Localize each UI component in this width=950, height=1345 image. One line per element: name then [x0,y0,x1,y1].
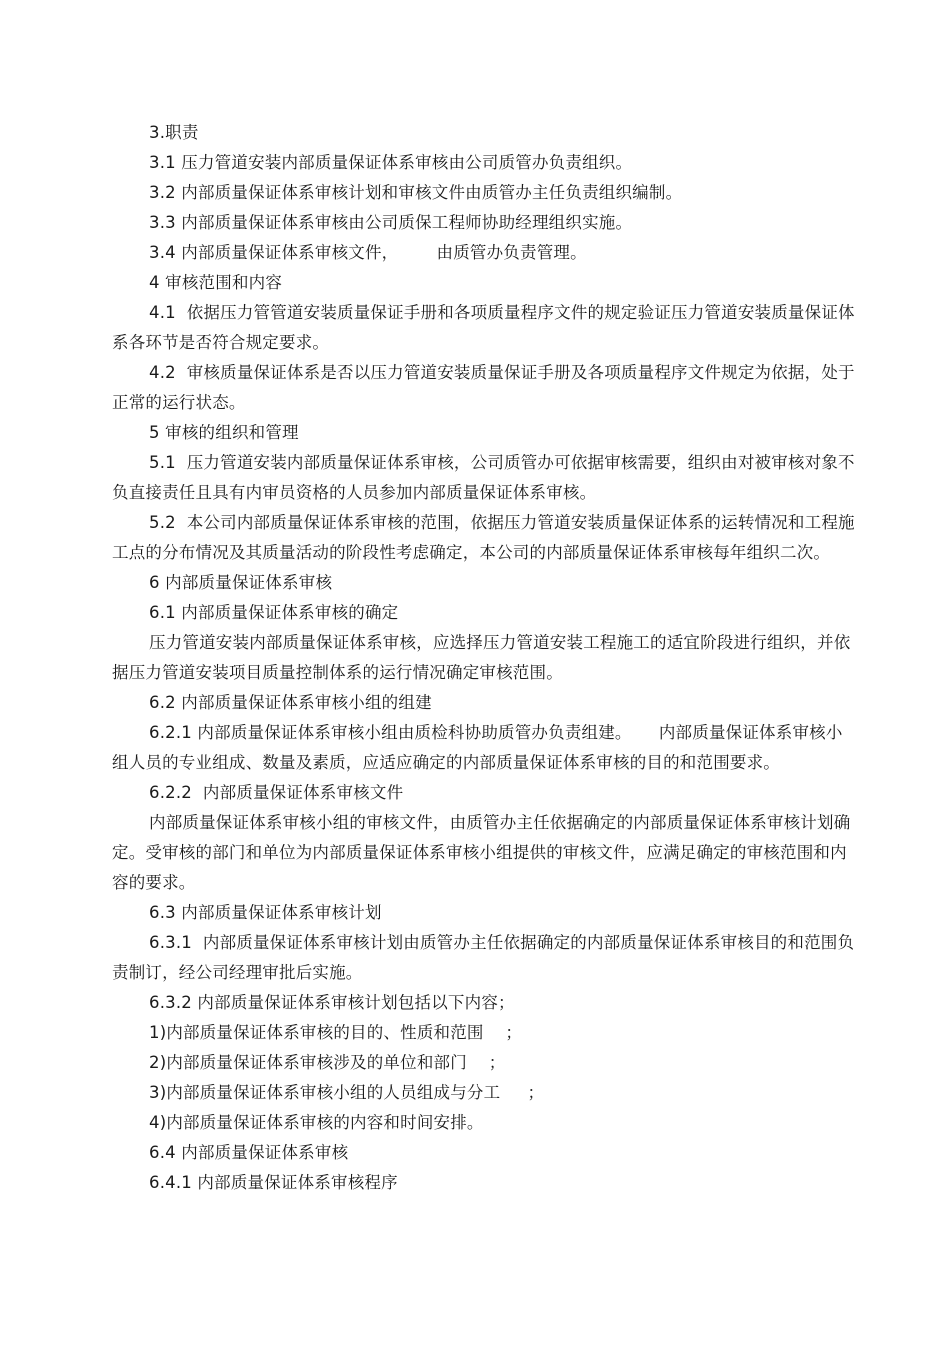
subsection-heading: 6.1 内部质量保证体系审核的确定 [149,603,399,622]
list-item: 3)内部质量保证体系审核小组的人员组成与分工 ； [149,1083,545,1102]
paragraph: 3.4 内部质量保证体系审核文件， 由质管办负责管理。 [149,243,587,262]
paragraph: 6.2.1 内部质量保证体系审核小组由质检科协助质管办负责组建。 内部质量保证体系审核小组人员的专业组成、数量及素质，应适应确定的内部质量保证体系审核的目的和范围要求。 [112,723,843,772]
paragraph: 3.1 压力管道安装内部质量保证体系审核由公司质管办负责组织。 [149,153,633,172]
section-heading: 5 审核的组织和管理 [149,423,299,442]
paragraph: 内部质量保证体系审核小组的审核文件，由质管办主任依据确定的内部质量保证体系审核计划确定。受审核的部门和单位为内部质量保证体系审核小组提供的审核文件，应满足确定的审核范围和内容的要求。 [112,813,851,892]
paragraph: 4.2 审核质量保证体系是否以压力管道安装质量保证手册及各项质量程序文件规定为依据，处于正常的运行状态。 [112,363,855,412]
subsection-heading: 6.3 内部质量保证体系审核计划 [149,903,382,922]
paragraph: 6.3.1 内部质量保证体系审核计划由质管办主任依据确定的内部质量保证体系审核目的和范围负责制订，经公司经理审批后实施。 [112,933,855,982]
subsection-heading: 6.4.1 内部质量保证体系审核程序 [149,1173,398,1192]
list-item: 2)内部质量保证体系审核涉及的单位和部门 ； [149,1053,506,1072]
subsection-heading: 6.4 内部质量保证体系审核 [149,1143,349,1162]
list-item: 1)内部质量保证体系审核的目的、性质和范围 ； [149,1023,523,1042]
subsection-heading: 6.2.2 内部质量保证体系审核文件 [149,783,404,802]
list-item: 4)内部质量保证体系审核的内容和时间安排。 [149,1113,484,1132]
document-body [112,118,857,1198]
subsection-heading: 6.2 内部质量保证体系审核小组的组建 [149,693,432,712]
paragraph: 压力管道安装内部质量保证体系审核，应选择压力管道安装工程施工的适宜阶段进行组织，并依据压力管道安装项目质量控制体系的运行情况确定审核范围。 [112,633,851,682]
paragraph: 3.3 内部质量保证体系审核由公司质保工程师协助经理组织实施。 [149,213,633,232]
paragraph: 4.1 依据压力管管道安装质量保证手册和各项质量程序文件的规定验证压力管道安装质量保证体系各环节是否符合规定要求。 [112,303,855,352]
section-heading: 6 内部质量保证体系审核 [149,573,333,592]
paragraph: 5.1 压力管道安装内部质量保证体系审核，公司质管办可依据审核需要，组织由对被审核对象不负直接责任且具有内审员资格的人员参加内部质量保证体系审核。 [112,453,855,502]
section-heading: 4 审核范围和内容 [149,273,283,292]
section-heading: 3.职责 [149,123,199,142]
paragraph: 5.2 本公司内部质量保证体系审核的范围，依据压力管道安装质量保证体系的运转情况和工程施工点的分布情况及其质量活动的阶段性考虑确定，本公司的内部质量保证体系审核每年组织二次。 [112,513,855,562]
paragraph: 3.2 内部质量保证体系审核计划和审核文件由质管办主任负责组织编制。 [149,183,683,202]
paragraph: 6.3.2 内部质量保证体系审核计划包括以下内容； [149,993,515,1012]
